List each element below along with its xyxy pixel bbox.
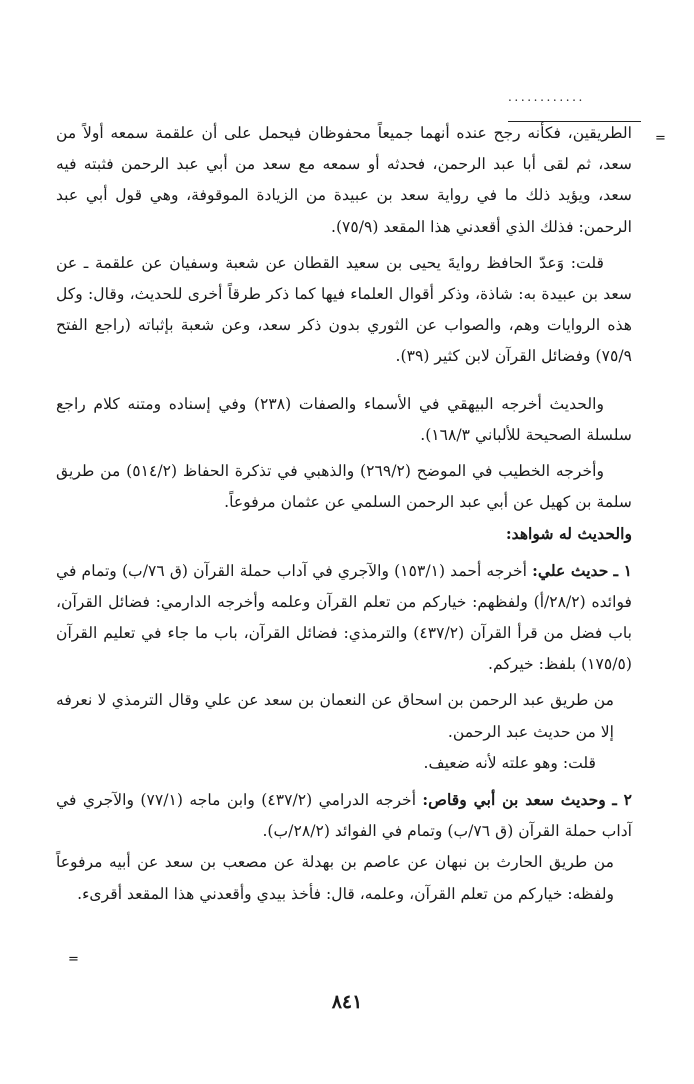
page-number: ٨٤١ <box>331 991 363 1013</box>
witness-1-chain: من طريق عبد الرحمن بن اسحاق عن النعمان بن سعد عن علي وقال الترمذي لا نعرفه إلا من حديث عبد الرحمن. <box>56 691 614 741</box>
witness-1-text: أخرجه أحمد (١٥٣/١) والآجري في آداب حملة القرآن (ق ٧٦/ب) وتمام في فوائده (٢٨/٢/أ) ولفظهم: خياركم من تعلم القرآن وعلمه وأخرجه الدارمي: فضائل القرآن، باب فضل من قرأ القرآن (٤٣٧/٢) والترمذي: فضائل القرآن، باب ما جاء في تعليم القرآن (١٧٥/٥) بلفظ: خيركم. <box>56 561 632 674</box>
witness-2-chain: من طريق الحارث بن نبهان عن عاصم بن بهدلة عن مصعب بن سعد عن أبيه مرفوعاً ولفظه: خياركم من تعلم القرآن، وعلمه، قال: فأخذ بيدي وأقعدني هذا المقعد أقرىء. <box>56 853 614 903</box>
continuation-mark-bottom: = <box>68 952 79 967</box>
witnesses-heading: والحديث له شواهد: <box>505 524 632 544</box>
witness-1-number: ١ ـ <box>613 560 633 580</box>
paragraph-1: الطريقين، فكأنه رجح عنده أنهما جميعاً محفوظان فيحمل على أن علقمة سمعه أولاً من سعد، ثم لقى أبا عبد الرحمن، فحدثه أو سمعه مع سعد من أبي عبد الرحمن فثبته فيه سعد، ويؤيد ذلك ما في رواية سعد بن عبيدة من الزيادة الموقوفة، وهي قول أبي عبد الرحمن: فذلك الذي أقعدني هذا المقعد (٧٥/٩). <box>56 124 632 236</box>
witness-2-text: أخرجه الدرامي (٤٣٧/٢) وابن ماجه (٧٧/١) والآجري في آداب حملة القرآن (ق ٧٦/ب) وتمام في الفوائد (٢٨/٢/ب). <box>56 791 632 841</box>
continuation-mark-top: = <box>655 131 666 146</box>
paragraph-3: والحديث أخرجه البيهقي في الأسماء والصفات (٢٣٨) وفي إسناده ومتنه كلام راجع سلسلة الصحيحة للألباني ١٦٨/٣). <box>56 394 632 444</box>
footnote-body <box>56 118 632 910</box>
witness-1 <box>56 555 632 681</box>
paragraph-4: وأخرجه الخطيب في الموضح (٢٦٩/٢) والذهبي في تذكرة الحفاظ (٥١٤/٢) من طريق سلمة بن كهيل عن أبي عبد الرحمن السلمي عن عثمان مرفوعاً. <box>56 462 632 512</box>
footnote-separator-dots: ............ <box>508 90 585 104</box>
witness-1-note: قلت: وهو علته لأنه ضعيف. <box>423 753 596 772</box>
witness-2-number: ٢ ـ <box>612 790 633 810</box>
witness-1-title: حديث علي: <box>532 560 609 580</box>
witness-2 <box>56 784 632 847</box>
paragraph-2: قلت: وَعدّ الحافظ روايةَ يحيى بن سعيد القطان عن شعبة وسفيان عن علقمة ـ عن سعد بن عبيدة به: شاذة، وذكر أقوال العلماء فيها كما ذكر طرقاً أخرى للحديث، وقال: وكل هذه الروايات وهم، والصواب عن الثوري بدون ذكر سعد، وعن شعبة بإثباته (راجع الفتح ٧٥/٩) وفضائل القرآن لابن كثير (٣٩). <box>56 253 632 366</box>
witness-2-title: وحديث سعد بن أبي وقاص: <box>422 790 606 810</box>
